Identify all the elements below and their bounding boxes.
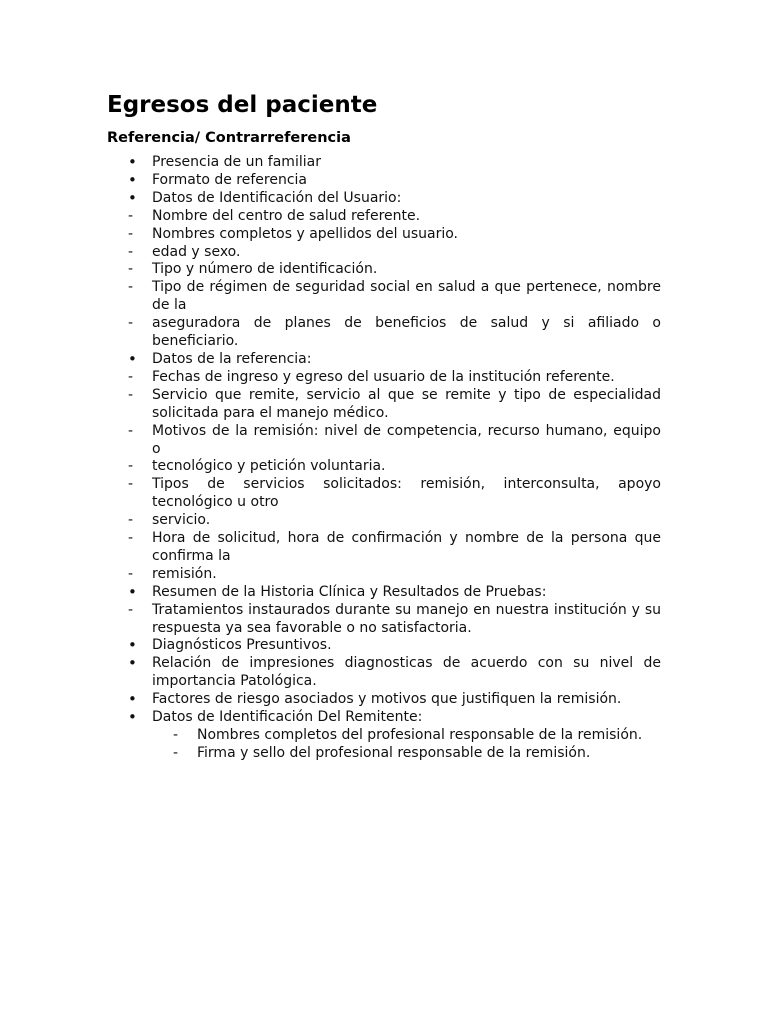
dash-marker: - bbox=[128, 458, 134, 475]
list-item bbox=[107, 566, 661, 584]
list-item bbox=[107, 351, 661, 369]
list-item-text: Servicio que remite, servicio al que se remite y tipo de especialidad solicitada para el manejo médico. bbox=[152, 386, 661, 421]
list-item bbox=[107, 530, 661, 566]
list-item-text: Datos de la referencia: bbox=[152, 350, 312, 367]
list-item bbox=[107, 476, 661, 512]
list-item-text: Nombres completos del profesional responsable de la remisión. bbox=[197, 727, 643, 743]
list-item-text: Tratamientos instaurados durante su manejo en nuestra institución y su respuesta ya sea favorable o no satisfactoria. bbox=[152, 601, 661, 636]
list-item bbox=[107, 279, 661, 315]
list-item bbox=[107, 190, 661, 208]
bullet-marker: • bbox=[128, 153, 137, 171]
dash-marker: - bbox=[128, 476, 134, 493]
dash-marker: - bbox=[173, 727, 179, 743]
dash-marker: - bbox=[173, 744, 179, 761]
list-item bbox=[107, 637, 661, 655]
bullet-marker: • bbox=[128, 582, 137, 601]
dash-marker: - bbox=[128, 207, 134, 224]
list-item-text: Presencia de un familiar bbox=[152, 154, 321, 170]
list-item bbox=[107, 655, 661, 691]
list-item-text: remisión. bbox=[152, 565, 217, 582]
list-item bbox=[107, 154, 661, 172]
dash-marker: - bbox=[128, 225, 134, 242]
list-item-text: servicio. bbox=[152, 512, 211, 529]
list-item bbox=[107, 315, 661, 351]
bullet-marker: • bbox=[128, 708, 137, 727]
list-item bbox=[107, 458, 661, 476]
list-item-text: Datos de Identificación del Usuario: bbox=[152, 189, 402, 206]
list-item-text: Nombre del centro de salud referente. bbox=[152, 207, 421, 224]
dash-marker: - bbox=[128, 368, 134, 385]
dash-marker: - bbox=[128, 530, 134, 547]
list-item-text: Tipos de servicios solicitados: remisión, interconsulta, apoyo tecnológico u otro bbox=[152, 476, 661, 511]
bullet-marker: • bbox=[128, 349, 137, 368]
dash-marker: - bbox=[128, 279, 134, 296]
list-item-text: Factores de riesgo asociados y motivos que justifiquen la remisión. bbox=[152, 691, 622, 708]
list-item bbox=[107, 244, 661, 262]
list-item-text: aseguradora de planes de beneficios de salud y si afiliado o beneficiario. bbox=[152, 315, 661, 350]
list-item-text: Diagnósticos Presuntivos. bbox=[152, 637, 332, 654]
item-list bbox=[107, 154, 661, 763]
list-item bbox=[107, 512, 661, 530]
list-item bbox=[107, 691, 661, 709]
list-item bbox=[107, 172, 661, 190]
list-item-text: Hora de solicitud, hora de confirmación y nombre de la persona que confirma la bbox=[152, 530, 661, 564]
list-item-text: edad y sexo. bbox=[152, 243, 241, 260]
list-item-text: tecnológico y petición voluntaria. bbox=[152, 458, 386, 475]
dash-marker: - bbox=[128, 261, 134, 278]
dash-marker: - bbox=[128, 422, 134, 439]
dash-marker: - bbox=[128, 565, 134, 582]
dash-marker: - bbox=[128, 386, 134, 403]
list-item-text: Fechas de ingreso y egreso del usuario de la institución referente. bbox=[152, 368, 615, 385]
list-item-text: Tipo y número de identificación. bbox=[152, 261, 378, 278]
list-item-text: Firma y sello del profesional responsable de la remisión. bbox=[197, 744, 591, 761]
list-item-text: Tipo de régimen de seguridad social en salud a que pertenece, nombre de la bbox=[152, 279, 661, 314]
document-page bbox=[107, 88, 661, 763]
list-item bbox=[107, 261, 661, 279]
list-item-text: Relación de impresiones diagnosticas de acuerdo con su nivel de importancia Patológica. bbox=[152, 655, 661, 690]
list-item-text: Nombres completos y apellidos del usuario. bbox=[152, 225, 459, 242]
section-subtitle: Referencia/ Contrarreferencia bbox=[107, 130, 351, 146]
dash-marker: - bbox=[128, 315, 134, 332]
list-item bbox=[107, 387, 661, 423]
dash-marker: - bbox=[128, 512, 134, 529]
dash-marker: - bbox=[128, 243, 134, 260]
list-item bbox=[107, 584, 661, 602]
list-item-text: Motivos de la remisión: nivel de competencia, recurso humano, equipo o bbox=[152, 422, 661, 457]
list-item-text: Resumen de la Historia Clínica y Resultados de Pruebas: bbox=[152, 583, 547, 600]
list-item bbox=[107, 369, 661, 387]
list-item-text: Datos de Identificación Del Remitente: bbox=[152, 709, 423, 726]
dash-marker: - bbox=[128, 601, 134, 618]
list-item bbox=[107, 208, 661, 226]
page-title: Egresos del paciente bbox=[107, 92, 378, 118]
bullet-marker: • bbox=[128, 654, 137, 673]
nested-list-item bbox=[107, 745, 661, 763]
list-item bbox=[107, 602, 661, 638]
bullet-marker: • bbox=[128, 170, 137, 189]
list-item bbox=[107, 709, 661, 727]
bullet-marker: • bbox=[128, 636, 137, 655]
nested-list-item bbox=[107, 727, 661, 745]
bullet-marker: • bbox=[128, 690, 137, 709]
list-item bbox=[107, 423, 661, 459]
list-item bbox=[107, 226, 661, 244]
bullet-marker: • bbox=[128, 188, 137, 207]
list-item-text: Formato de referencia bbox=[152, 171, 308, 188]
